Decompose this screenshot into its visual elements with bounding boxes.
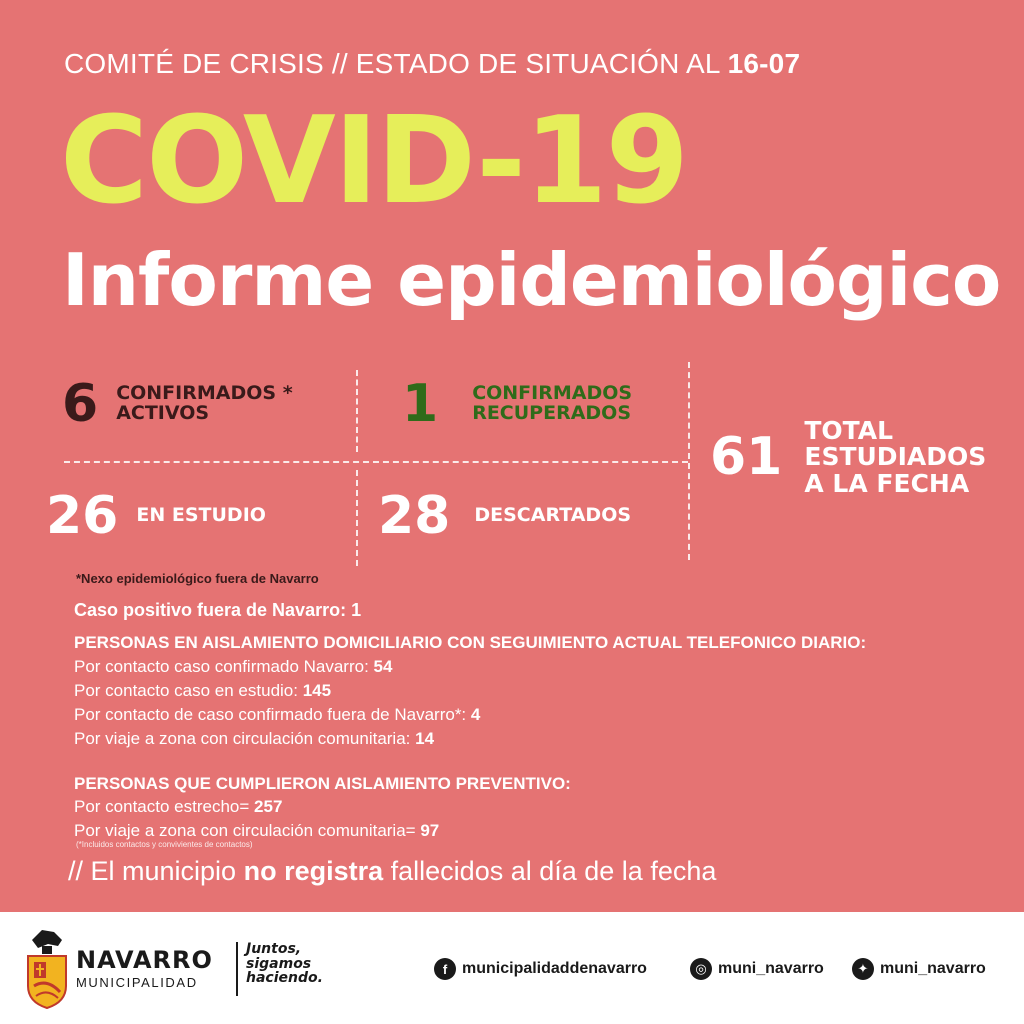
item-label: Por viaje a zona con circulación comunitaria:: [74, 729, 411, 748]
item-label: Por viaje a zona con circulación comunitaria=: [74, 821, 416, 840]
item-label: Por contacto caso en estudio:: [74, 681, 298, 700]
header-prefix: COMITÉ DE CRISIS // ESTADO DE SITUACIÓN AL: [64, 48, 720, 79]
divider-vertical-3: [688, 362, 690, 560]
stat-value: 6: [62, 374, 99, 434]
aislamiento-item: [74, 705, 480, 725]
slogan-line: Juntos,: [246, 941, 302, 957]
item-value: 97: [420, 821, 440, 840]
caso-fuera-line: [74, 600, 361, 621]
item-value: 257: [254, 797, 283, 816]
item-value: 54: [373, 657, 393, 676]
aislamiento-heading: PERSONAS EN AISLAMIENTO DOMICILIARIO CON SEGUIMIENTO ACTUAL TELEFONICO DIARIO:: [74, 633, 867, 652]
stat-label-line: A LA FECHA: [804, 468, 970, 498]
stat-label: [116, 384, 292, 424]
closing-part2: fallecidos al día de la fecha: [390, 856, 717, 886]
stat-en-estudio: [46, 486, 266, 546]
header-line: [64, 48, 800, 80]
nexo-note: *Nexo epidemiológico fuera de Navarro: [76, 571, 319, 586]
twitter-handle: muni_navarro: [880, 960, 986, 977]
caso-fuera-label: Caso positivo fuera de Navarro:: [74, 600, 347, 620]
cumplieron-heading: PERSONAS QUE CUMPLIERON AISLAMIENTO PREVENTIVO:: [74, 774, 571, 793]
aislamiento-item: [74, 657, 392, 677]
divider-vertical-2: [356, 470, 358, 566]
header-date: 16-07: [727, 48, 801, 79]
stat-confirmados-recuperados: [402, 374, 633, 434]
divider-horizontal: [64, 461, 688, 463]
caso-fuera-value: 1: [351, 600, 362, 620]
brand-block: [76, 948, 213, 990]
item-label: Por contacto caso confirmado Navarro:: [74, 657, 369, 676]
cumplieron-item: [74, 797, 282, 817]
facebook-link[interactable]: [434, 958, 647, 980]
instagram-link[interactable]: [690, 958, 824, 980]
cumplieron-item: [74, 821, 439, 841]
brand-name: NAVARRO: [76, 946, 213, 974]
stat-label-line: TOTAL: [804, 416, 894, 445]
stat-descartados: [378, 486, 632, 546]
item-value: 145: [302, 681, 332, 700]
stat-total-estudiados: [710, 418, 986, 497]
stat-label-line: RECUPERADOS: [472, 402, 632, 424]
stat-value: 61: [710, 427, 783, 488]
stat-label: DESCARTADOS: [474, 504, 632, 527]
aislamiento-item: [74, 729, 434, 749]
stat-label-line: CONFIRMADOS: [472, 382, 633, 405]
closing-statement: [68, 856, 716, 887]
cumplieron-footnote: (*Incluidos contactos y convivientes de contactos): [76, 840, 253, 849]
stat-value: 26: [46, 486, 119, 546]
divider-vertical-1: [356, 370, 358, 452]
item-value: 14: [415, 729, 435, 748]
twitter-link[interactable]: [852, 958, 986, 980]
stat-label-line: CONFIRMADOS *: [116, 382, 293, 405]
stat-value: 28: [378, 486, 451, 546]
main-title: COVID-19: [60, 92, 688, 231]
facebook-icon: f: [434, 958, 456, 980]
stat-value: 1: [402, 374, 439, 434]
stat-confirmados-activos: [62, 374, 293, 434]
brand-separator: [236, 942, 238, 996]
closing-part1: // El municipio: [68, 856, 237, 886]
slogan-line: sigamos: [246, 955, 312, 972]
aislamiento-item: [74, 681, 331, 701]
slogan: [246, 942, 323, 986]
item-value: 4: [470, 705, 481, 724]
item-label: Por contacto de caso confirmado fuera de Navarro*:: [74, 705, 467, 724]
instagram-icon: ◎: [690, 958, 712, 980]
closing-bold: no registra: [243, 856, 384, 886]
stat-label: EN ESTUDIO: [136, 504, 266, 527]
stat-label-line: ESTUDIADOS: [804, 442, 987, 472]
brand-subtitle: MUNICIPALIDAD: [76, 975, 198, 990]
footer-bar: [0, 912, 1024, 1024]
instagram-handle: muni_navarro: [718, 960, 824, 977]
navarro-crest-icon: [24, 926, 70, 1015]
stat-label: [804, 418, 986, 497]
stat-label-line: ACTIVOS: [116, 402, 210, 424]
facebook-handle: municipalidaddenavarro: [462, 960, 647, 977]
slogan-line: haciendo.: [246, 970, 323, 987]
item-label: Por contacto estrecho=: [74, 797, 250, 816]
twitter-icon: ✦: [852, 958, 874, 980]
stat-label: [472, 384, 632, 424]
subtitle: Informe epidemiológico: [62, 238, 1001, 322]
